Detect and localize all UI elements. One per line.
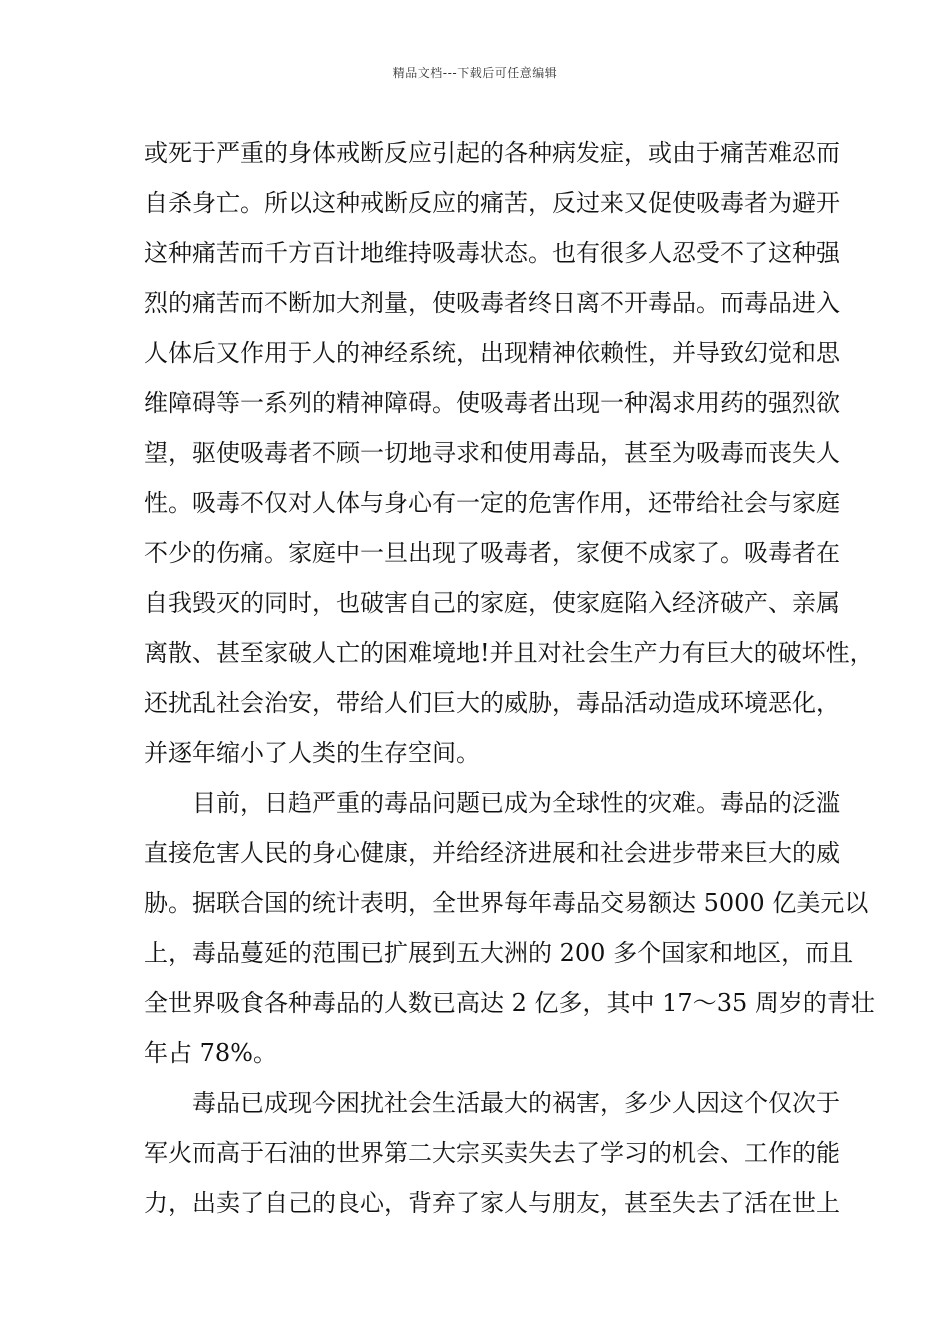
text-line: 不少的伤痛。家庭中一旦出现了吸毒者，家便不成家了。吸毒者在: [144, 539, 840, 567]
text-line: 胁。据联合国的统计表明，全世界每年毒品交易额达 5000 亿美元以: [144, 889, 869, 917]
text-line: 力，出卖了自己的良心，背弃了家人与朋友，甚至失去了活在世上: [144, 1189, 840, 1217]
paragraph-2: [144, 778, 875, 1078]
text-line: 或死于严重的身体戒断反应引起的各种病发症，或由于痛苦难忍而: [144, 139, 840, 167]
paragraph-1: [144, 128, 874, 778]
text-line: 人体后又作用于人的神经系统，出现精神依赖性，并导致幻觉和思: [144, 339, 840, 367]
text-line: 这种痛苦而千方百计地维持吸毒状态。也有很多人忍受不了这种强: [144, 239, 840, 267]
text-line: 自杀身亡。所以这种戒断反应的痛苦，反过来又促使吸毒者为避开: [144, 189, 840, 217]
text-line: 军火而高于石油的世界第二大宗买卖失去了学习的机会、工作的能: [144, 1139, 840, 1167]
text-line: 并逐年缩小了人类的生存空间。: [144, 739, 480, 767]
text-line: 全世界吸食各种毒品的人数已高达 2 亿多，其中 17～35 周岁的青壮: [144, 989, 875, 1017]
paragraph-3: [144, 1078, 840, 1228]
page-header: 精品文档---下载后可任意编辑: [392, 66, 558, 80]
document-body: [144, 128, 875, 1228]
text-line: 自我毁灭的同时，也破害自己的家庭，使家庭陷入经济破产、亲属: [144, 589, 840, 617]
text-line: 烈的痛苦而不断加大剂量，使吸毒者终日离不开毒品。而毒品进入: [144, 289, 840, 317]
text-line: 直接危害人民的身心健康，并给经济进展和社会进步带来巨大的威: [144, 839, 840, 867]
text-line: 还扰乱社会治安，带给人们巨大的威胁，毒品活动造成环境恶化，: [144, 689, 840, 717]
text-line: 离散、甚至家破人亡的困难境地!并且对社会生产力有巨大的破坏性，: [144, 639, 874, 667]
text-line: 性。吸毒不仅对人体与身心有一定的危害作用，还带给社会与家庭: [144, 489, 840, 517]
text-line: 目前，日趋严重的毒品问题已成为全球性的灾难。毒品的泛滥: [192, 789, 840, 817]
text-line: 维障碍等一系列的精神障碍。使吸毒者出现一种渴求用药的强烈欲: [144, 389, 840, 417]
text-line: 望，驱使吸毒者不顾一切地寻求和使用毒品，甚至为吸毒而丧失人: [144, 439, 840, 467]
text-line: 年占 78%。: [144, 1039, 277, 1067]
text-line: 上，毒品蔓延的范围已扩展到五大洲的 200 多个国家和地区，而且: [144, 939, 854, 967]
text-line: 毒品已成现今困扰社会生活最大的祸害，多少人因这个仅次于: [192, 1089, 840, 1117]
